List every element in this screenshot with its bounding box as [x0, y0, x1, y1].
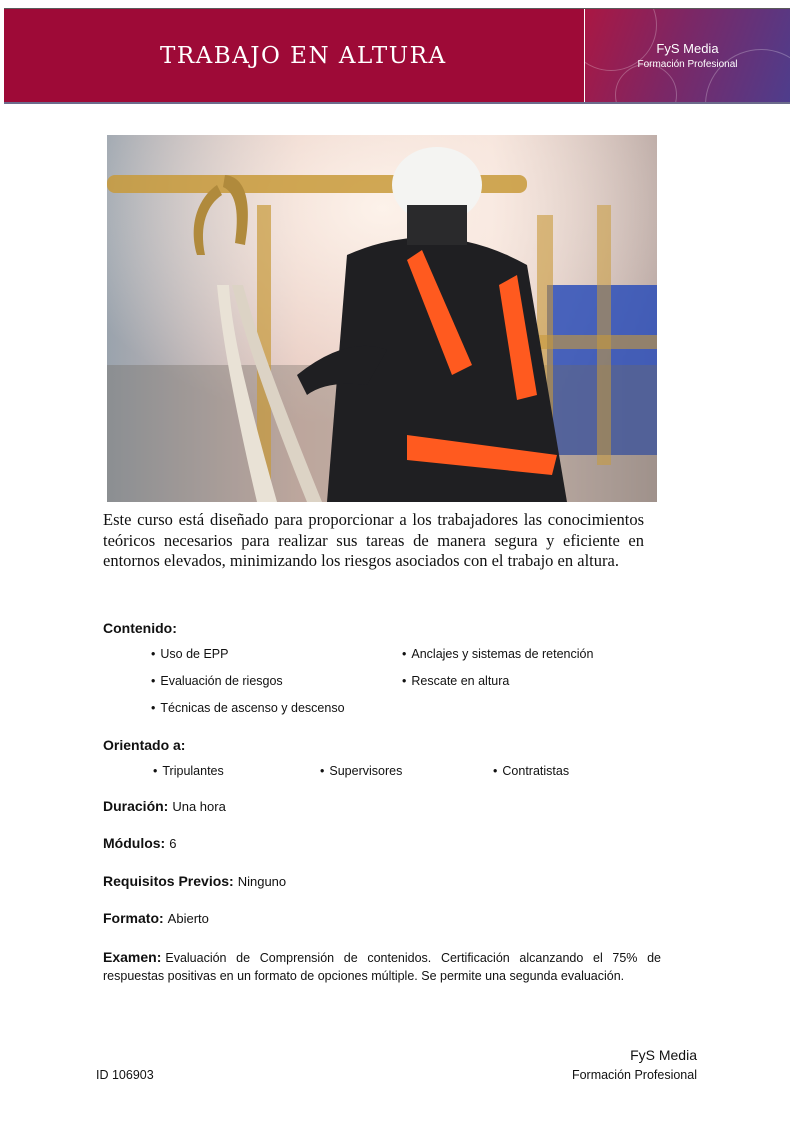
orientado-item: • Tripulantes [153, 764, 224, 778]
footer-brand-name: FyS Media [630, 1047, 697, 1063]
requisitos-label: Requisitos Previos: [103, 873, 234, 889]
contenido-item: • Rescate en altura [402, 674, 509, 688]
contenido-heading: Contenido: [103, 620, 177, 636]
duracion-label: Duración: [103, 798, 169, 814]
duracion-value: Una hora [172, 799, 226, 814]
photo-illustration [107, 135, 657, 502]
contenido-item: • Anclajes y sistemas de retención [402, 647, 593, 661]
banner-title-area [4, 9, 584, 102]
requisitos-value: Ninguno [237, 874, 287, 889]
examen-field [103, 948, 661, 985]
formato-field [103, 910, 209, 926]
brand-name: FyS Media [656, 41, 719, 56]
document-id: ID 106903 [96, 1068, 154, 1082]
orientado-item: • Supervisores [320, 764, 402, 778]
course-description: Este curso está diseñado para proporcionar a los trabajadores las conocimientos teóricos necesarios para realizar sus tareas de manera segura y eficiente en entornos elevados, minimizando los riesgos asociados con el trabajo en altura. [103, 510, 644, 570]
modulos-field [103, 835, 176, 851]
contenido-item: • Técnicas de ascenso y descenso [151, 701, 345, 715]
footer-brand-subtitle: Formación Profesional [571, 1068, 697, 1082]
page-title: TRABAJO EN ALTURA [160, 43, 447, 69]
contenido-item: • Evaluación de riesgos [151, 674, 283, 688]
examen-label: Examen: [103, 949, 162, 965]
formato-label: Formato: [103, 910, 164, 926]
duracion-field [103, 798, 226, 814]
examen-value: Evaluación de Comprensión de contenidos. Certificación alcanzando el 75% de respuestas positivas en un formato de opciones múltiple. Se permite una segunda evaluación. [103, 951, 661, 983]
formato-value: Abierto [167, 911, 209, 926]
brand-logo-panel [585, 9, 790, 102]
orientado-heading: Orientado a: [103, 737, 186, 753]
worker-harness-photo [107, 135, 657, 502]
requisitos-field [103, 873, 286, 889]
header-banner [4, 8, 790, 104]
modulos-label: Módulos: [103, 835, 166, 851]
contenido-item: • Uso de EPP [151, 647, 228, 661]
brand-subtitle: Formación Profesional [637, 59, 738, 70]
modulos-value: 6 [169, 836, 177, 851]
orientado-item: • Contratistas [493, 764, 569, 778]
